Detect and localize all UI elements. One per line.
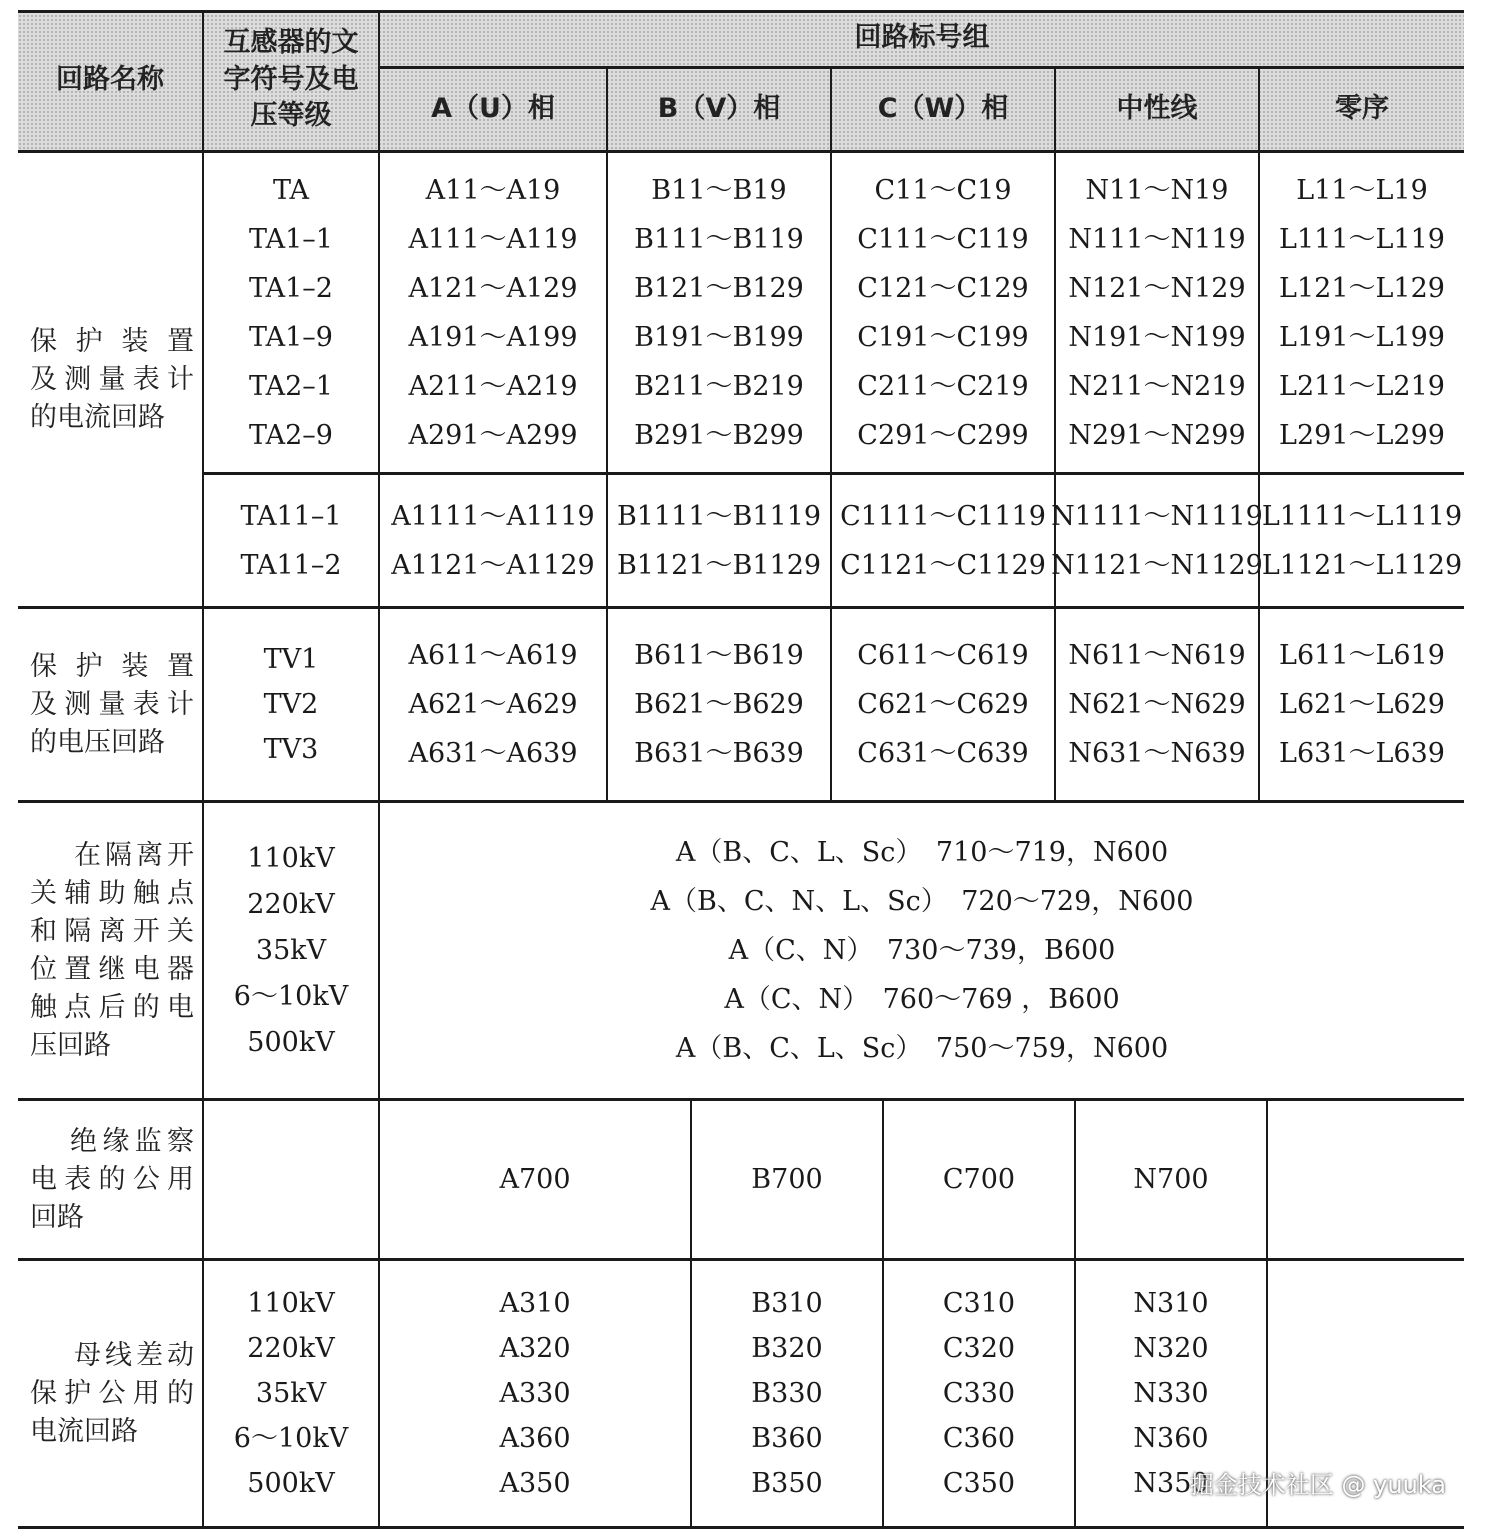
cell-text: 6～10kV	[233, 1423, 349, 1454]
row-name-line: 电流回路	[30, 1415, 138, 1447]
cell-phase-b	[692, 1101, 882, 1258]
cell-text: B1121～B1129	[616, 549, 822, 581]
cell-phase-b	[608, 475, 830, 606]
cell-text: 35kV	[255, 934, 327, 966]
cell-text: C111～C119	[857, 223, 1029, 255]
header-phase-a	[380, 68, 606, 150]
cell-text: TA1–9	[249, 321, 333, 353]
cell-text: N631～N639	[1068, 738, 1246, 769]
cell-text: A211～A219	[408, 370, 578, 402]
cell-text: B360	[751, 1423, 823, 1454]
row-name-line: 关辅助触点	[30, 877, 194, 909]
row-name-line: 绝缘监察	[70, 1125, 194, 1157]
cell-text: C621～C629	[857, 689, 1029, 720]
row-name-line: 电表的公用	[30, 1163, 194, 1195]
cell-phase-c	[884, 1101, 1074, 1258]
cell-phase-c	[832, 475, 1054, 606]
row-name-line: 保护公用的	[30, 1377, 194, 1409]
cell-text: L611～L619	[1279, 640, 1445, 671]
row-name-isolator	[18, 803, 202, 1098]
cell-phase-a	[380, 609, 606, 800]
cell-text: C700	[942, 1164, 1016, 1195]
cell-text: N191～N199	[1068, 321, 1246, 353]
header-text: 零序	[1335, 92, 1389, 124]
cell-text: C291～C299	[857, 419, 1029, 451]
cell-text: A1121～A1129	[391, 549, 595, 581]
row-name-line: 保护装置	[30, 325, 194, 357]
cell-text: L121～L129	[1279, 272, 1445, 304]
row-name-line: 压回路	[30, 1029, 111, 1061]
cell-text: C1111～C1119	[840, 500, 1046, 532]
cell-text: A191～A199	[408, 321, 578, 353]
cell-text: A（C、N） 730～739，B600	[728, 935, 1116, 966]
header-phase-c	[832, 68, 1054, 150]
cell-merged-groups	[380, 803, 1464, 1098]
cell-text: 6～10kV	[233, 980, 349, 1012]
cell-text: B121～B129	[634, 272, 804, 304]
cell-text: N621～N629	[1068, 689, 1246, 720]
row-name-line: 及测量表计	[30, 688, 194, 720]
cell-text: A350	[499, 1468, 571, 1499]
cell-text: L211～L219	[1279, 370, 1445, 402]
row-name-insulation	[18, 1101, 202, 1258]
cell-phase-b	[692, 1261, 882, 1526]
cell-zero-sequence	[1260, 609, 1464, 800]
cell-text: B1111～B1119	[616, 500, 822, 532]
cell-text: A（B、C、L、Sc） 750～759，N600	[675, 1033, 1169, 1064]
cell-text: C1121～C1129	[840, 549, 1046, 581]
cell-phase-a	[380, 1261, 690, 1526]
cell-text: N350	[1133, 1468, 1209, 1499]
watermark: 掘金技术社区 @ yuuka	[1189, 1471, 1446, 1499]
cell-text: N1121～N1129	[1051, 549, 1263, 581]
cell-zero-sequence	[1260, 153, 1464, 472]
cell-text: N330	[1133, 1378, 1209, 1409]
cell-text: B330	[751, 1378, 823, 1409]
row-name-line: 位置继电器	[30, 953, 194, 985]
cell-phase-b	[608, 609, 830, 800]
header-text: 中性线	[1116, 92, 1198, 124]
cell-text: A（B、C、L、Sc） 710～719，N600	[675, 837, 1169, 868]
cell-text: A121～A129	[408, 272, 578, 304]
cell-text: TV3	[263, 734, 319, 765]
header-group	[380, 10, 1464, 66]
cell-text: B291～B299	[634, 419, 804, 451]
cell-text: 220kV	[247, 888, 335, 920]
cell-neutral	[1056, 153, 1258, 472]
cell-text: TA11–2	[240, 549, 342, 581]
rule	[1266, 1098, 1268, 1528]
cell-symbols	[204, 475, 378, 606]
cell-zero-sequence	[1260, 475, 1464, 606]
cell-text: B350	[751, 1468, 823, 1499]
cell-text: N700	[1133, 1164, 1209, 1195]
cell-text: B111～B119	[634, 223, 804, 255]
cell-text: C330	[942, 1378, 1016, 1409]
cell-text: C631～C639	[857, 738, 1029, 769]
row-name-line: 保护装置	[30, 650, 194, 682]
cell-text: C191～C199	[857, 321, 1029, 353]
cell-symbols	[204, 1261, 378, 1526]
cell-text: 220kV	[247, 1333, 335, 1364]
header-text: B（V）相	[657, 92, 781, 124]
cell-text: C611～C619	[857, 640, 1029, 671]
cell-text: N111～N119	[1068, 223, 1246, 255]
cell-text: N310	[1133, 1288, 1209, 1319]
cell-text: A111～A119	[408, 223, 578, 255]
header-zero-sequence	[1260, 68, 1464, 150]
cell-text: A330	[499, 1378, 571, 1409]
cell-text: L191～L199	[1279, 321, 1445, 353]
row-name-line: 的电流回路	[30, 401, 165, 433]
cell-neutral	[1056, 609, 1258, 800]
cell-text: A（B、C、N、L、Sc） 720～729，N600	[650, 886, 1194, 917]
cell-text: N11～N19	[1085, 174, 1229, 206]
cell-text: A1111～A1119	[391, 500, 595, 532]
cell-text: A621～A629	[408, 689, 578, 720]
cell-text: L1111～L1119	[1261, 500, 1463, 532]
cell-phase-a	[380, 475, 606, 606]
cell-phase-a	[380, 1101, 690, 1258]
cell-text: N1111～N1119	[1051, 500, 1263, 532]
row-name-busbar	[18, 1261, 202, 1526]
header-text: 回路名称	[56, 63, 164, 95]
cell-text: B211～B219	[634, 370, 804, 402]
header-phase-b	[608, 68, 830, 150]
cell-text: N211～N219	[1068, 370, 1246, 402]
cell-text: TA1–1	[249, 223, 333, 255]
cell-text: A291～A299	[408, 419, 578, 451]
cell-text: C310	[942, 1288, 1016, 1319]
cell-text: TV2	[263, 689, 319, 720]
cell-text: C11～C19	[874, 174, 1012, 206]
cell-text: A（C、N） 760～769 ，B600	[724, 984, 1120, 1015]
cell-text: B11～B19	[651, 174, 787, 206]
cell-text: A700	[499, 1164, 571, 1195]
cell-text: B631～B639	[634, 738, 804, 769]
cell-text: B611～B619	[634, 640, 804, 671]
cell-text: TA	[272, 174, 310, 206]
cell-neutral	[1051, 475, 1263, 606]
cell-text: 500kV	[247, 1026, 335, 1058]
cell-text: A360	[499, 1423, 571, 1454]
cell-text: B191～B199	[634, 321, 804, 353]
cell-text: 110kV	[247, 842, 335, 874]
cell-text: B310	[751, 1288, 823, 1319]
cell-text: C320	[942, 1333, 1016, 1364]
cell-text: B621～B629	[634, 689, 804, 720]
cell-text: TA2–1	[249, 370, 333, 402]
cell-text: C360	[942, 1423, 1016, 1454]
cell-text: A320	[499, 1333, 571, 1364]
cell-phase-a	[380, 153, 606, 472]
cell-text: N611～N619	[1068, 640, 1246, 671]
cell-text: L631～L639	[1279, 738, 1445, 769]
cell-text: B320	[751, 1333, 823, 1364]
cell-text: 35kV	[255, 1378, 327, 1409]
header-text: 互感器的文字符号及电压等级	[223, 27, 359, 132]
row-name-current-protection	[18, 153, 202, 606]
cell-text: A631～A639	[408, 738, 578, 769]
row-name-line: 在隔离开	[74, 839, 194, 871]
header-circuit-name	[18, 10, 202, 150]
cell-text: TA1–2	[249, 272, 333, 304]
cell-symbols	[204, 609, 378, 800]
rule	[18, 1526, 1464, 1529]
cell-text: 110kV	[247, 1288, 335, 1319]
cell-symbols	[204, 153, 378, 472]
cell-text: L621～L629	[1279, 689, 1445, 720]
row-name-line: 母线差动	[74, 1339, 194, 1371]
cell-phase-c	[884, 1261, 1074, 1526]
cell-text: C350	[942, 1468, 1016, 1499]
cell-text: TV1	[263, 644, 319, 675]
cell-text: L11～L19	[1296, 174, 1428, 206]
cell-text: L111～L119	[1279, 223, 1445, 255]
cell-neutral	[1076, 1101, 1266, 1258]
cell-text: A611～A619	[408, 640, 578, 671]
header-text: C（W）相	[877, 92, 1009, 124]
cell-text: B700	[751, 1164, 823, 1195]
cell-text: N360	[1133, 1423, 1209, 1454]
row-name-line: 及测量表计	[30, 363, 194, 395]
row-name-line: 回路	[30, 1201, 84, 1233]
cell-text: N291～N299	[1068, 419, 1246, 451]
row-name-line: 触点后的电	[30, 991, 194, 1023]
circuit-label-table	[18, 10, 1464, 1530]
cell-text: TA2–9	[249, 419, 333, 451]
row-name-voltage-protection	[18, 609, 202, 800]
header-text: 回路标号组	[854, 21, 990, 53]
header-neutral	[1056, 68, 1258, 150]
cell-text: 500kV	[247, 1468, 335, 1499]
header-transformer-symbol	[204, 10, 378, 150]
header-text: A（U）相	[431, 92, 555, 124]
row-name-line: 的电压回路	[30, 726, 165, 758]
cell-text: A310	[499, 1288, 571, 1319]
cell-text: C121～C129	[857, 272, 1029, 304]
cell-phase-c	[832, 609, 1054, 800]
cell-text: L1121～L1129	[1261, 549, 1463, 581]
cell-phase-c	[832, 153, 1054, 472]
cell-symbols	[204, 803, 378, 1098]
cell-text: A11～A19	[425, 174, 561, 206]
cell-phase-b	[608, 153, 830, 472]
row-name-line: 和隔离开关	[30, 915, 194, 947]
cell-text: TA11–1	[240, 500, 342, 532]
cell-text: L291～L299	[1279, 419, 1445, 451]
cell-text: C211～C219	[857, 370, 1029, 402]
cell-text: N121～N129	[1068, 272, 1246, 304]
cell-text: N320	[1133, 1333, 1209, 1364]
